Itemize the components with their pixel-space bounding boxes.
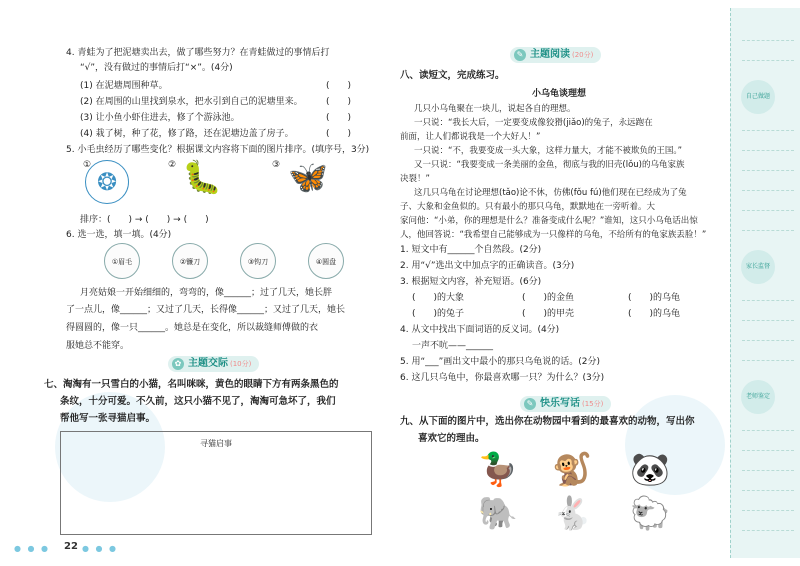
q7-line1: 七、淘淘有一只雪白的小猫，名叫咪咪，黄色的眼睛下方有两条黑色的	[44, 379, 339, 390]
story-line-7: 这几只乌龟在讨论理想(tǎo)论不休，仿佛(fǒu fú)他们现在已经成为了兔	[414, 188, 687, 198]
story-line-2: 一只说：“我长大后，一定要变成像狡猾(jiǎo)的兔子，永远跑在	[414, 118, 653, 128]
page-number: 22	[64, 541, 78, 552]
ruled-line	[742, 60, 794, 61]
story-line-4: 一只说：“不，我要变成一头大象，这样力量大，才能不被欺负的王国。”	[414, 146, 683, 156]
fill-r1-c1[interactable]: ( )的大象	[412, 293, 465, 303]
r-question-4: 4. 从文中找出下面词语的反义词。(4分)	[400, 325, 560, 335]
q4-paren-3[interactable]: ( )	[326, 113, 352, 123]
q5-label-3: ③	[272, 160, 281, 170]
q4-paren-1[interactable]: ( )	[326, 81, 352, 91]
section7-title: 主题交际	[188, 358, 228, 369]
q6-para3: 得圆圆的，像一只______。她总是在变化，所以裁缝师傅做的衣	[66, 323, 319, 333]
section9-points: (15分)	[582, 400, 604, 408]
ruled-line	[742, 130, 794, 131]
q4-item-4: (4) 栽了树，种了花，修了路，还在泥塘边盖了房子。	[80, 129, 294, 139]
notice-box[interactable]	[60, 431, 372, 535]
r-question-4-answer[interactable]: 一声不吭——______	[412, 341, 494, 351]
q6-para1: 月亮姑娘一开始细细的，弯弯的，像______；过了几天，她长胖	[80, 288, 333, 298]
q4-line1: 4. 青蛙为了把泥塘卖出去，做了哪些努力？在青蛙做过的事情后打	[66, 48, 330, 58]
section9-header	[520, 396, 611, 412]
sheep-icon: 🐑	[630, 494, 670, 532]
story-line-3: 前面，让人们都说我是一个大好人！”	[400, 132, 541, 142]
chat-icon: ✿	[172, 358, 184, 370]
story-title: 小乌龟谈理想	[532, 89, 587, 99]
section7-points: (10分)	[230, 360, 252, 368]
q8-title: 八、读短文，完成练习。	[400, 70, 505, 81]
monkey-icon: 🐒	[552, 450, 592, 488]
ruled-line	[742, 320, 794, 321]
ruled-line	[742, 360, 794, 361]
ruled-line	[742, 510, 794, 511]
q4-paren-2[interactable]: ( )	[326, 97, 352, 107]
ruled-line	[742, 40, 794, 41]
ruled-line	[742, 450, 794, 451]
section8-points: (20分)	[572, 51, 594, 59]
q4-item-3: (3) 让小鱼小虾住进去，修了个游泳池。	[80, 113, 240, 123]
ruled-line	[742, 150, 794, 151]
kid-4: ④圆盘	[308, 243, 344, 279]
page-dots-right: ● ● ●	[82, 544, 119, 553]
duck-icon: 🦆	[478, 450, 518, 488]
story-line-6: 决裂！”	[400, 174, 430, 184]
ruled-line	[742, 170, 794, 171]
fill-r1-c3[interactable]: ( )的乌龟	[628, 293, 681, 303]
r-question-5: 5. 用“___”画出文中最小的那只乌龟说的话。(2分)	[400, 357, 601, 367]
cocoon-icon: ❂	[85, 160, 129, 204]
story-line-5: 又一只说：“我要变成一条美丽的金鱼，彻底与我的旧壳(lǒu)的乌龟家族	[414, 160, 685, 170]
fill-r2-c3[interactable]: ( )的乌龟	[628, 309, 681, 319]
side-badge-1: 自己做题	[741, 80, 775, 114]
elephant-icon: 🐘	[478, 494, 518, 532]
q6-para4: 服她总不能穿。	[66, 341, 130, 351]
ruled-line	[742, 190, 794, 191]
r-question-2: 2. 用“√”选出文中加点字的正确读音。(3分)	[400, 261, 575, 271]
ruled-line	[742, 430, 794, 431]
q5-label-1: ①	[83, 160, 92, 170]
ruled-line	[742, 230, 794, 231]
r-question-1: 1. 短文中有______个自然段。(2分)	[400, 245, 542, 255]
kid-1: ①眉毛	[104, 243, 140, 279]
q4-item-2: (2) 在周围的山里找到泉水，把水引到自己的泥塘里来。	[80, 97, 303, 107]
kid-3: ③钩刀	[240, 243, 276, 279]
story-line-1: 几只小乌龟聚在一块儿，说起各自的理想。	[414, 104, 576, 114]
q5-line1: 5. 小毛虫经历了哪些变化？根据课文内容将下面的图片排序。(填序号，3分)	[66, 145, 370, 155]
q4-line2: “√”，没有做过的事情后打“×”。(4分)	[80, 63, 233, 73]
ruled-line	[742, 300, 794, 301]
story-line-10: 人，他回答说：“我希望自己能够成为一只像样的乌龟，不给所有的龟家族丢脸！”	[400, 230, 707, 240]
section8-title: 主题阅读	[530, 49, 570, 60]
fill-r2-c2[interactable]: ( )的甲壳	[522, 309, 575, 319]
story-line-9: 家问他：“小弟，你的理想是什么？准备变成什么呢？”谁知，这只小乌龟话出惊	[400, 216, 698, 226]
q5-label-2: ②	[168, 160, 177, 170]
story-line-8: 子、大象和金鱼似的。只有最小的那只乌龟，默默地在一旁听着。大	[400, 202, 656, 212]
ruled-line	[742, 340, 794, 341]
page-dots-left: ● ● ●	[14, 544, 51, 553]
fill-r2-c1[interactable]: ( )的兔子	[412, 309, 465, 319]
q4-paren-4[interactable]: ( )	[326, 129, 352, 139]
fill-r1-c2[interactable]: ( )的金鱼	[522, 293, 575, 303]
q5-order[interactable]: 排序：( ) → ( ) → ( )	[80, 215, 209, 225]
caterpillar-icon: 🐛	[182, 158, 222, 196]
q4-item-1: (1) 在泥塘周围种草。	[80, 81, 168, 91]
notice-title: 寻猫启事	[200, 439, 232, 448]
section8-header	[510, 47, 601, 63]
r-question-3: 3. 根据短文内容，补充短语。(6分)	[400, 277, 542, 287]
kid-2: ②镰刀	[172, 243, 208, 279]
pencil-icon: ✎	[524, 398, 536, 410]
section7-header	[168, 356, 259, 372]
side-badge-2: 家长监督	[741, 250, 775, 284]
butterfly-icon: 🦋	[288, 158, 328, 196]
q9-line2: 喜欢它的理由。	[418, 433, 485, 444]
q7-line2: 条纹，十分可爱。不久前，这只小猫不见了，淘淘可急坏了，我们	[60, 396, 336, 407]
panda-icon: 🐼	[630, 450, 670, 488]
q9-line1: 九、从下面的图片中，选出你在动物园中看到的最喜欢的动物，写出你	[400, 416, 695, 427]
book-icon: ✎	[514, 49, 526, 61]
ruled-line	[742, 210, 794, 211]
r-question-6: 6. 这几只乌龟中，你最喜欢哪一只？为什么？(3分)	[400, 373, 605, 383]
ruled-line	[742, 470, 794, 471]
side-badge-3: 老师鉴定	[741, 380, 775, 414]
q6-para2: 了一点儿，像______；又过了几天，长得像______；又过了几天，她长	[66, 305, 346, 315]
ruled-line	[742, 490, 794, 491]
q7-line3: 帮他写一张寻猫启事。	[60, 413, 156, 424]
section9-title: 快乐写话	[540, 398, 580, 409]
rabbit-icon: 🐇	[552, 494, 592, 532]
ruled-line	[742, 530, 794, 531]
q6-line1: 6. 选一选，填一填。(4分)	[66, 230, 172, 240]
